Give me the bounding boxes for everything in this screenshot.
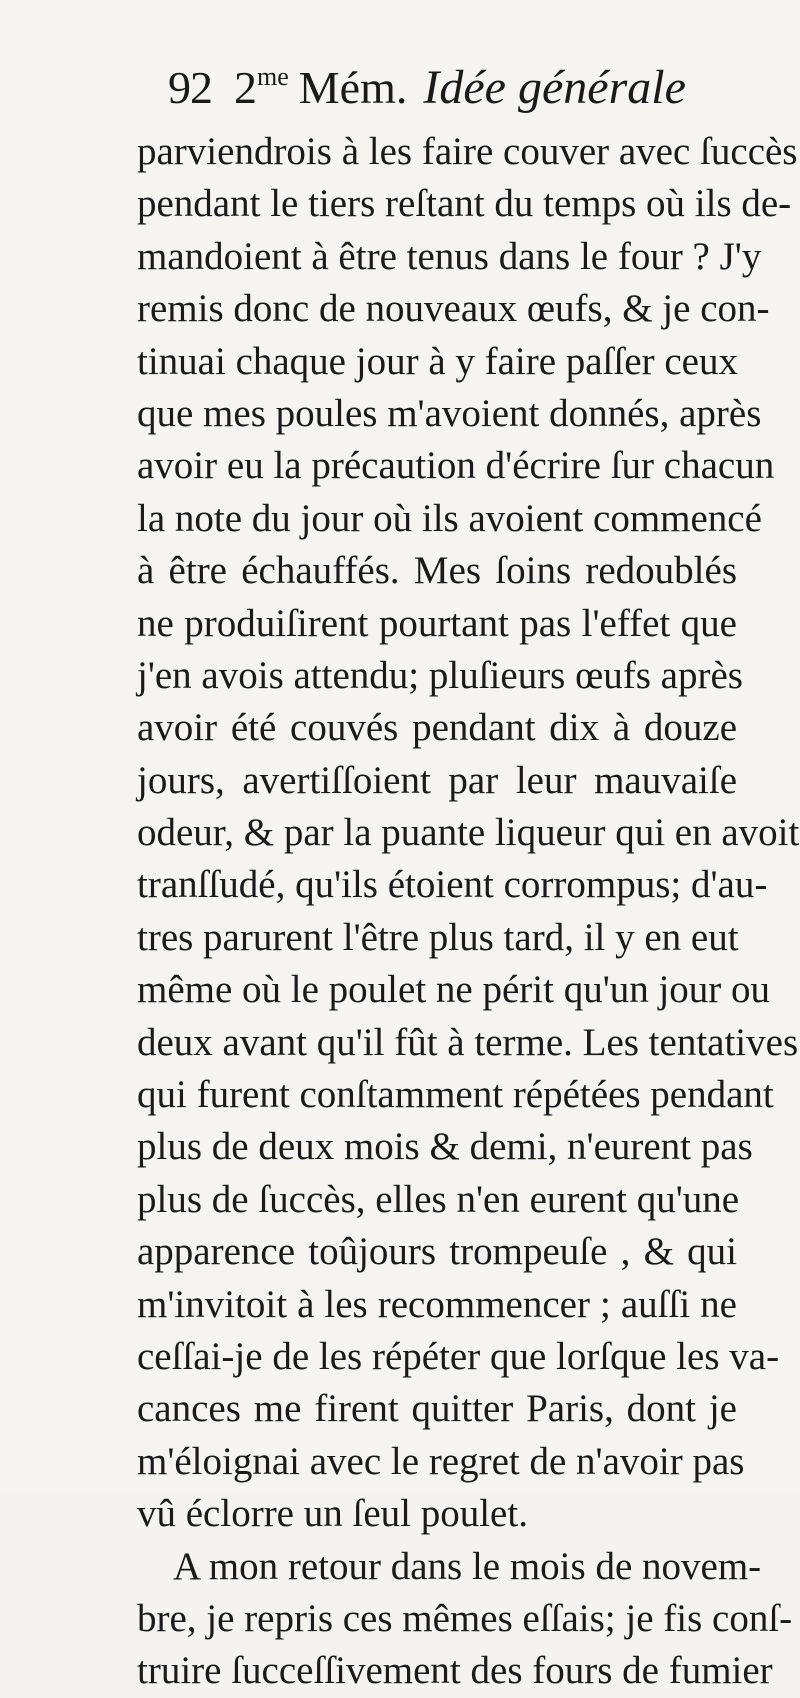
text-line: tres parurent l'être plus tard, il y en eut [137, 915, 739, 959]
text-line: plus de ſuccès, elles n'en eurent qu'une [137, 1177, 740, 1221]
text-line: même où le poulet ne périt qu'un jour ou [137, 968, 771, 1012]
text-line: j'en avois attendu; pluſieurs œufs après [137, 653, 743, 697]
text-line: apparence toûjours trompeuſe , & qui [137, 1230, 737, 1274]
text-line: tinuai chaque jour à y faire paſſer ceux [137, 339, 738, 383]
text-line: avoir eu la précaution d'écrire ſur chacun [137, 444, 775, 488]
text-line: remis donc de nouveaux œufs, & je con- [137, 287, 770, 331]
text-line: deux avant qu'il fût à terme. Les tentatives [137, 1020, 799, 1064]
page-number: 92 [168, 62, 212, 113]
paragraph-end-line: vû éclorre un ſeul poulet. [137, 1492, 528, 1536]
memoir-number: 2 [234, 62, 257, 113]
text-line: odeur, & par la puante liqueur qui en avoit [137, 811, 800, 855]
paragraph-start-line: A mon retour dans le mois de novem- [173, 1544, 762, 1588]
text-line: ceſſai-je de les répéter que lorſque les va- [137, 1334, 780, 1378]
text-line: m'éloignai avec le regret de n'avoir pas [137, 1439, 745, 1483]
text-line: ne produiſirent pourtant pas l'effet que [137, 601, 737, 645]
text-line: parviendrois à les faire couver avec ſuccès [137, 130, 798, 173]
text-line: m'invitoit à les recommencer ; auſſi ne [137, 1282, 737, 1326]
text-line: qui furent conſtamment répétées pendant [137, 1073, 774, 1117]
text-line: mandoient à être tenus dans le four ? J'y [137, 234, 762, 278]
text-line: cances me firent quitter Paris, dont je [137, 1387, 737, 1431]
text-line: bre, je repris ces mêmes eſſais; je fis conſ- [137, 1596, 793, 1640]
text-line: pendant le tiers reſtant du temps où ils de- [137, 182, 792, 226]
text-line: jours, avertiſſoient par leur mauvaiſe [137, 758, 737, 802]
text-line: plus de deux mois & demi, n'eurent pas [137, 1125, 753, 1169]
memoir-suffix: me [257, 62, 289, 91]
text-line: à être échauffés. Mes ſoins redoublés [137, 549, 737, 593]
text-line: que mes poules m'avoient donnés, après [137, 391, 762, 435]
page-header [168, 60, 728, 120]
text-line: tranſſudé, qu'ils étoient corrompus; d'au- [137, 863, 768, 907]
body-text [137, 126, 800, 1698]
text-line: la note du jour où ils avoient commencé [137, 496, 762, 540]
memoir-abbreviation: Mém. [298, 62, 408, 113]
text-line: avoir été couvés pendant dix à douze [137, 706, 737, 750]
text-line: truire ſucceſſivement des fours de fumier [137, 1649, 773, 1693]
running-title: Idée générale [423, 61, 686, 114]
